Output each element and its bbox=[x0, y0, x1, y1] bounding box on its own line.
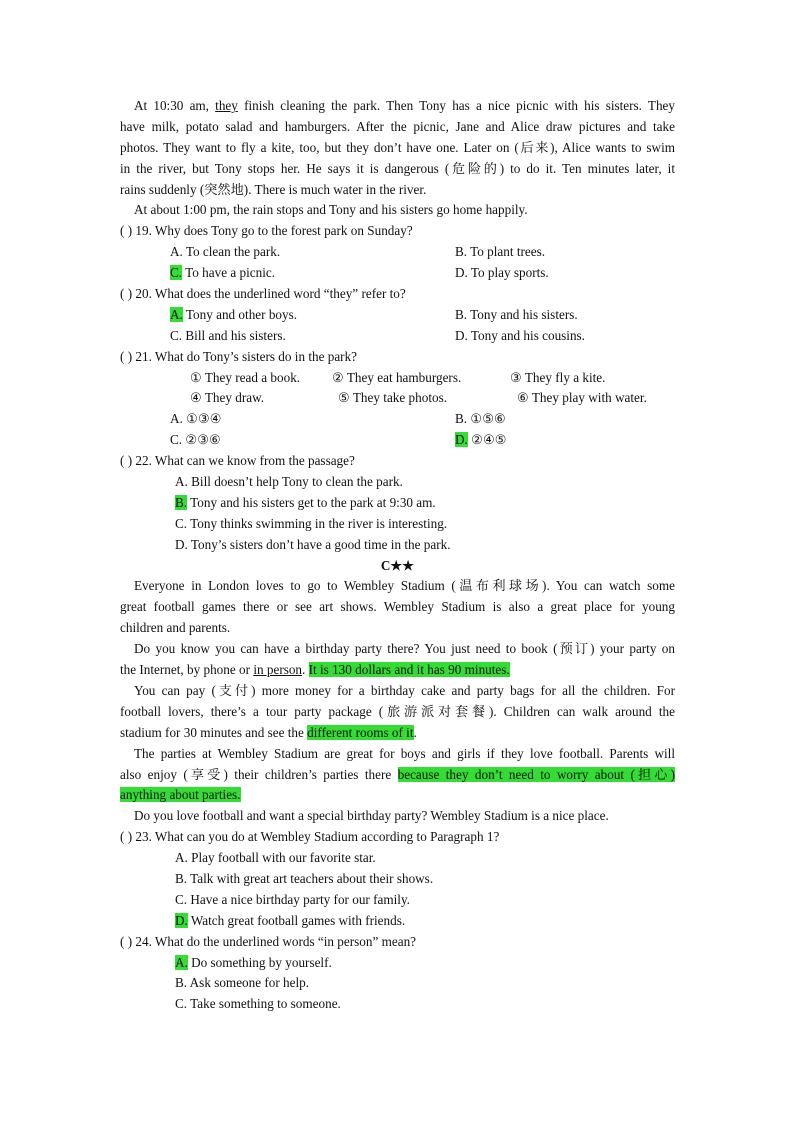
statement-item: ① They read a book. bbox=[190, 369, 301, 385]
question-stem: ( ) 21. What do Tony’s sisters do in the park? bbox=[120, 348, 358, 364]
passage-line: football lovers, there’s a tour party package (旅游派对套餐). Children can walk around the bbox=[120, 703, 675, 719]
option-b: B. Tony and his sisters. bbox=[455, 306, 578, 322]
option-b: B. To plant trees. bbox=[455, 244, 546, 260]
question-stem: ( ) 19. Why does Tony go to the forest park on Sunday? bbox=[120, 223, 413, 239]
question-stem: ( ) 22. What can we know from the passage? bbox=[120, 453, 355, 469]
underlined-phrase: in person bbox=[253, 662, 303, 678]
passage-line: the Internet, by phone or in person. It is 130 dollars and it has 90 minutes. bbox=[120, 662, 510, 678]
document-page bbox=[120, 96, 675, 1015]
question-stem: ( ) 23. What can you do at Wembley Stadium according to Paragraph 1? bbox=[120, 829, 500, 845]
option-d: D. Tony’s sisters don’t have a good time in the park. bbox=[175, 536, 451, 552]
passage-line: great football games there or see art shows. Wembley Stadium is also a great place for young bbox=[120, 599, 675, 615]
highlighted-text: It is 130 dollars and it has 90 minutes. bbox=[308, 662, 510, 678]
answer-highlight: A. bbox=[170, 306, 183, 322]
passage-line: Do you love football and want a special birthday party? Wembley Stadium is a nice place. bbox=[134, 808, 609, 824]
option-a: A. Tony and other boys. bbox=[170, 306, 298, 322]
option-a: A. ①③④ bbox=[170, 411, 222, 427]
statement-item: ⑤ They take photos. bbox=[338, 390, 448, 406]
passage-line: Do you know you can have a birthday party there? You just need to book (预订) your party on bbox=[134, 641, 675, 657]
highlighted-text: different rooms of it bbox=[307, 724, 414, 740]
statement-item: ② They eat hamburgers. bbox=[332, 369, 462, 385]
passage-line: also enjoy (享受) their children’s parties there because they don’t need to worry about (担心) bbox=[120, 766, 675, 782]
passage-line: in the river, but Tony stops her. He says it is dangerous (危险的) to do it. Ten minutes later, it bbox=[120, 160, 675, 176]
answer-highlight: A. bbox=[175, 954, 188, 970]
option-row bbox=[120, 953, 675, 974]
option-b: B. Tony and his sisters get to the park at 9:30 am. bbox=[175, 494, 436, 510]
option-a: A. Bill doesn’t help Tony to clean the park. bbox=[175, 474, 403, 490]
option-row bbox=[120, 911, 675, 932]
statement-list-row bbox=[120, 368, 675, 389]
underlined-word: they bbox=[215, 98, 238, 113]
option-a: A. Do something by yourself. bbox=[175, 954, 332, 970]
option-c: C. Bill and his sisters. bbox=[170, 327, 286, 343]
option-row bbox=[120, 869, 675, 890]
passage-line: Everyone in London loves to go to Wembley Stadium (温布利球场). You can watch some bbox=[134, 578, 675, 594]
option-d: D. ②④⑤ bbox=[455, 432, 507, 448]
option-row bbox=[120, 326, 675, 347]
passage-line: rains suddenly (突然地). There is much water in the river. bbox=[120, 181, 427, 197]
highlighted-text: because they don’t need to worry about (担心) bbox=[397, 766, 675, 782]
option-d: D. Tony and his cousins. bbox=[455, 327, 585, 343]
question-stem: ( ) 20. What does the underlined word “they” refer to? bbox=[120, 286, 406, 302]
answer-highlight: D. bbox=[175, 912, 188, 928]
option-row bbox=[120, 535, 675, 556]
option-c: C. ②③⑥ bbox=[170, 432, 221, 448]
statement-item: ⑥ They play with water. bbox=[517, 390, 647, 406]
option-row bbox=[120, 514, 675, 535]
option-row bbox=[120, 430, 675, 451]
passage-line: have milk, potato salad and hamburgers. After the picnic, Jane and Alice draw pictures and take bbox=[120, 118, 675, 134]
option-d: D. Watch great football games with friends. bbox=[175, 912, 406, 928]
option-row bbox=[120, 472, 675, 493]
answer-highlight: B. bbox=[175, 494, 188, 510]
option-row bbox=[120, 890, 675, 911]
option-c: C. Have a nice birthday party for our family. bbox=[175, 891, 410, 907]
option-c: C. Tony thinks swimming in the river is interesting. bbox=[175, 515, 448, 531]
option-b: B. Talk with great art teachers about their shows. bbox=[175, 870, 434, 886]
highlighted-text: anything about parties. bbox=[120, 787, 241, 803]
statement-item: ③ They fly a kite. bbox=[510, 369, 606, 385]
option-c: C. To have a picnic. bbox=[170, 265, 276, 281]
passage-line: You can pay (支付) more money for a birthday cake and party bags for all the children. For bbox=[134, 682, 675, 698]
answer-highlight: C. bbox=[170, 265, 183, 281]
passage-line: stadium for 30 minutes and see the different rooms of it. bbox=[120, 724, 417, 740]
section-title: C★★ bbox=[380, 557, 415, 573]
option-d: D. To play sports. bbox=[455, 265, 549, 281]
option-a: A. Play football with our favorite star. bbox=[175, 850, 376, 866]
passage-line: photos. They want to fly a kite, too, but they don’t have one. Later on (后来), Alice wants to swim bbox=[120, 139, 675, 155]
statement-item: ④ They draw. bbox=[190, 390, 265, 406]
statement-list-row bbox=[120, 388, 675, 409]
option-row bbox=[120, 242, 675, 263]
passage-line: At 10:30 am, they finish cleaning the park. Then Tony has a nice picnic with his sisters. They bbox=[134, 98, 675, 113]
passage-line: children and parents. bbox=[120, 620, 231, 636]
option-row bbox=[120, 994, 675, 1015]
option-b: B. Ask someone for help. bbox=[175, 975, 310, 991]
option-row bbox=[120, 848, 675, 869]
option-c: C. Take something to someone. bbox=[175, 996, 341, 1012]
passage-line bbox=[120, 785, 675, 806]
answer-highlight: D. bbox=[455, 432, 468, 448]
question-stem: ( ) 24. What do the underlined words “in person” mean? bbox=[120, 933, 417, 949]
option-row bbox=[120, 263, 675, 284]
option-row bbox=[120, 305, 675, 326]
option-row bbox=[120, 409, 675, 430]
option-row bbox=[120, 493, 675, 514]
option-row bbox=[120, 973, 675, 994]
option-a: A. To clean the park. bbox=[170, 244, 281, 260]
passage-line: The parties at Wembley Stadium are great for boys and girls if they love football. Parents will bbox=[134, 745, 675, 761]
option-b: B. ①⑤⑥ bbox=[455, 411, 506, 427]
passage-line: At about 1:00 pm, the rain stops and Tony and his sisters go home happily. bbox=[134, 202, 528, 218]
